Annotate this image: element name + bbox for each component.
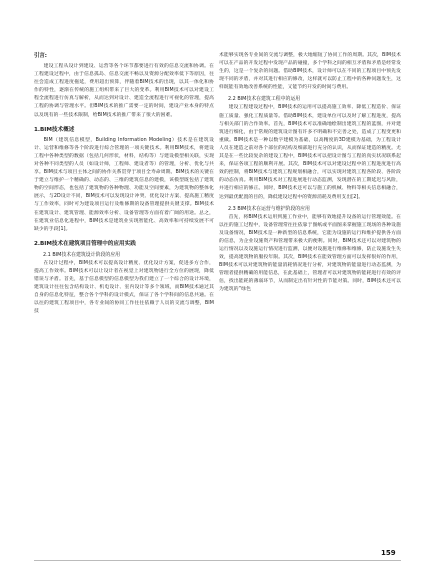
intro-heading: 引言: [34,53,47,59]
section-heading-bim-application: 2.BIM技术在建筑项目管理中的应用实践 [34,240,136,247]
design-paragraph: 在设计过程中，BIM技术可以提高设计精度、优化设计方案，促进多方合作，提高工作效率。BIM技术可以让设计者在视觉上对建筑物进行全方位的展现，降低错误与矛盾。首先，基于信息模型的信息模型为我们建立了一个综合的设计环境，建筑设计往往包含结构设计、机电设计、室内设计等多个领域，而BIM技术通过其自身的信息化特征，整合各个学科的设计模式，保证了各个学科间的信息共通。在以往的建筑工程项目中，各专业间的协同工作往往依赖于人员的交流与调整，BIM技 [34,260,214,315]
bim-overview-paragraph: BIM（建筑信息模型，Building Information Modeling）技术是在建筑设计、运营和维修等各个阶段进行综合管理的一项关键技术。利用BIM技术，将建设工程中各种类型的数据（包括几何形状，材料，结构等）与建设模型相关联，实现对各种不同类型的人员（如设计师，工程师、建设者等）的管理，分析、优化与共享。BIM技术与项目主体之间的协作关系贯穿于项目全寿命周期。BIM技术的关键在于建立与维护一个精确的、动态的、三维的建筑信息的建模，该模型既包括了建筑物的空间形态，也包括了建筑物的各种物理、功能及空间要素，为建筑物的整体化展示，与2D设计不同，BIM技术可以发现设计冲突、优化设计方案、提高施工精度与工作效率，同时可为建设项目运行及维修期的设备管理提供关键支撑。BIM技术在建筑设计、建筑管理、能源效率分析、设备管理等方面有着广阔的用途。总之，在建筑业信息化进程中，BIM技术是建筑业实现智能化、高效率和可持续发展不可缺少的手段[1]。 [34,137,214,232]
page-number: 159 [381,549,396,557]
footer-rule [34,560,401,561]
left-column [34,52,214,318]
construction-paragraph: 建设工程建设过程中，BIM技术的运用可以提高施工效率、降低工程造价、保证施工质量、强化工程质量等。借助BIM技术，建设单位可以及时了解工程进度，提高与相关部门的合作效率。首先，BIM技术可以准确地绘制出建筑工程的蓝图，并对建筑进行细化，由于常规的建筑设计图有许多不明确和不完善之处，造成了工程变更和重做。BIM技术是一种以数字建模为基础，以高精度的3D建模为基础，为工程设计人员在建造之前对各个部位的结构及细部进行充分的认识，从而保证建造的精度。尤其是在一些比较复杂的建设工程中，BIM技术可以把设计图与工程的真实状况联系起来，保证各项工程的顺利开展。其次，BIM技术可以对建设过程中的工程进度进行高效的控制，将BIM技术与建筑工程规划相融合，可以实现对建筑工程各阶段、各阶段的动态仿真。利用BIM技术对工程进展进行动态监测，发现潜在的工期延迟与风险，并进行相应的修正。同时，BIM技术还可以与施工的机械、物料等相关信息相融合，达到最优配置的目的，降低建设过程中的资源消耗及费用支出[2]。 [219,105,401,200]
subsection-heading-design: 2.1 BIM技术在建筑设计阶段的应用 [43,251,121,258]
continued-paragraph: 术能够实现各专业间的交流与调整，极大地缩短了协同工作的周期。其次，BIM技术可以在产品的开发过程中发现产品的碰撞，多个学科之间的相互矛盾和矛盾是经常发生的，这是一个复杂的问题。借助BIM技术，设计师可以在不同的工程项目中预先发现不同的矛盾，并对其进行相应的修改，这样就可以防止工程中的各种问题发生，这样既能有效地改善系统的性能，又能节约开发的时间与费用。 [219,53,401,91]
operations-paragraph: 首先，将BIM技术运用到施工作业中，能够有效地提升设备的运行管理效能。在以往的施工过程中，设备管理常往往依靠于图纸或平面图来掌握施工现场的各种设施及设备情况，BIM技术是一种新型的信息系统，它能为设施的运行和维护提供各方面的信息，为企业设施资产和管理带来极大的便利。同时，BIM技术还可以对建筑物的运行情况以及设施运行情况进行监测，以便对设施进行维修和维修，防止设施发生失效，提高建筑物的服役年限。其次，BIM技术在能效管理方面可以发挥很好的作用，BIM技术可以对建筑物的能量消耗情况进行分析，对建筑物的能量进行动态监测，为管理者提供精确的用能信息，在此基础上，管理者可以对建筑物的能耗进行有效的评估，找出能耗的薄弱环节，从而制定出有针对性的节能对策。同时，BIM技术还可以为建筑的“绿色 [219,214,401,293]
section-heading-bim-overview: 1.BIM技术概述 [34,126,75,133]
subsection-heading-operations: 2.3 BIM技术在运营与维护阶段的应用 [228,205,310,212]
intro-paragraph: 建设工程从设计到建设、运营等各个环节都要进行有效的信息交流和协调。在工程建设过程中，由于信息孤岛、信息交流不畅以及资源分配效率低下等原因，往往会造成工程进度拖延，费用超出预算，伴随着BIM技术的出现，以其一体化和协作的特性，逐渐在传统的施工组织带来了巨大的变革。利用BIM技术可以对建设工程全流程进行仿真与解析，从而达到对设计、建造全流程进行可视化的管理，提高工程的协调与管理水平。但BIM技术的推广需要一定的时间，建设产业本身的特点以及现有的一些技术限制，给BIM技术的推广带来了很大的困难。 [34,64,214,118]
subsection-heading-construction: 2.2 BIM技术在建筑工程中的运用 [228,96,301,103]
right-column [219,52,401,297]
